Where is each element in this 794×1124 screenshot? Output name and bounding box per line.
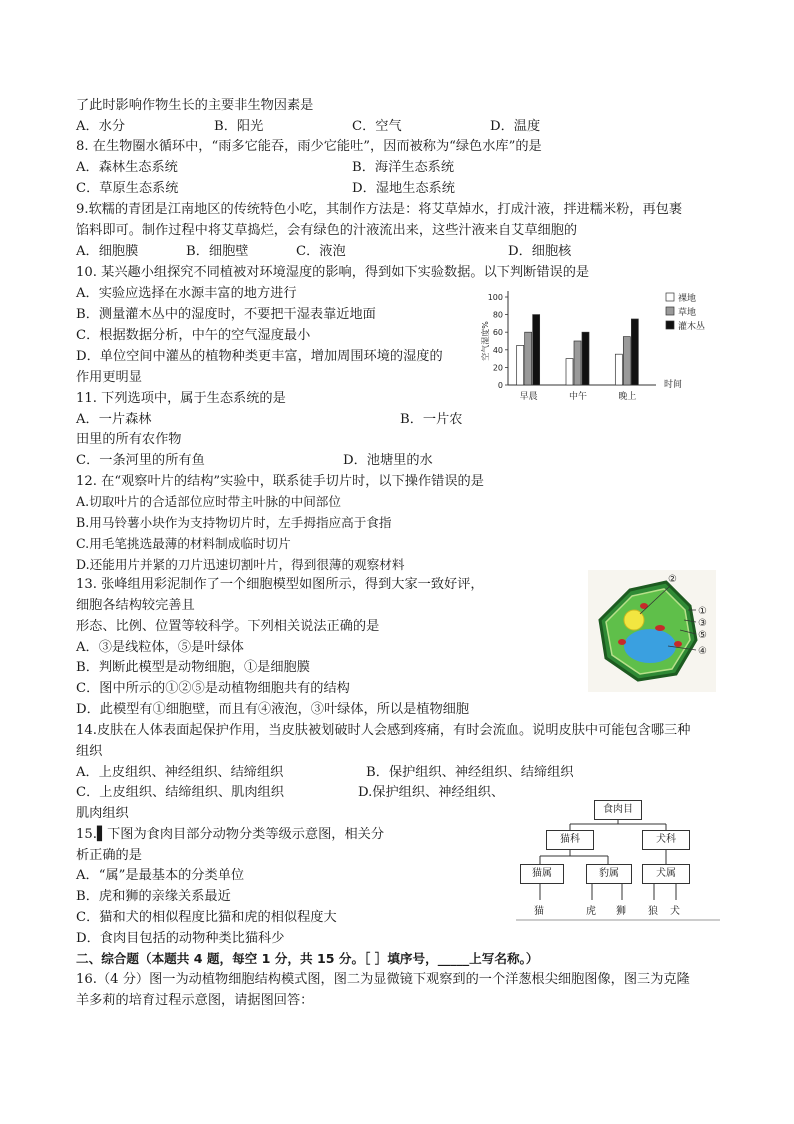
bar-晚上-草地: [623, 337, 630, 385]
y-tick-label-40: 40: [492, 345, 503, 355]
q12-stem: 12. 在“观察叶片的结构”实验中，联系徒手切片时，以下操作错误的是: [76, 474, 484, 489]
bar-早晨-灌木丛: [533, 315, 540, 385]
q11-option-c: C．一条河里的所有鱼: [76, 453, 205, 468]
q9-option-d: D．细胞核: [508, 244, 572, 259]
y-tick-label-60: 60: [492, 328, 503, 338]
q13-stem-line-2: 细胞各结构较完善且: [76, 598, 195, 613]
q15-option-c: C．猫和犬的相似程度比猫和虎的相似程度大: [76, 910, 337, 925]
cell-label-3: ③: [698, 618, 707, 629]
cell-label-1: ①: [698, 606, 707, 617]
cell-label-2: ②: [668, 574, 677, 585]
section-2-heading: 二、综合题（本题共 4 题，每空 1 分，共 15 分。［ ］填序号，_____上写名称。）: [76, 951, 539, 966]
q15-stem-line-2: 析正确的是: [76, 848, 142, 863]
humidity-bar-chart: [470, 285, 710, 405]
q14-option-c: C．上皮组织、结缔组织、肌肉组织: [76, 785, 284, 800]
q8-option-a: A．森林生态系统: [76, 160, 178, 175]
x-axis-label: 时间: [664, 380, 683, 390]
q13-option-d: D．此模型有①细胞壁，而且有④液泡，③叶绿体，所以是植物细胞: [76, 702, 470, 717]
q14-option-b: B．保护组织、神经组织、结缔组织: [366, 765, 574, 780]
q11-option-d: D．池塘里的水: [343, 453, 433, 468]
bar-早晨-草地: [525, 332, 532, 385]
q13-stem-line-1: 13. 张峰组用彩泥制作了一个细胞模型如图所示，得到大家一致好评，: [76, 577, 484, 592]
q9-stem-line-2: 馅料即可。制作过程中将艾草捣烂，会有绿色的汁液流出来，这些汁液来自艾草细胞的: [76, 223, 578, 238]
bar-早晨-裸地: [517, 345, 524, 385]
q7-stem-end: 了此时影响作物生长的主要非生物因素是: [76, 98, 314, 113]
x-tick-label-早晨: 早晨: [519, 392, 538, 402]
q7-option-d: D．温度: [490, 119, 541, 134]
chloroplast-shape: [655, 625, 665, 631]
q10-option-a: A．实验应选择在水源丰富的地方进行: [76, 286, 297, 301]
q11-stem: 11. 下列选项中，属于生态系统的是: [76, 391, 286, 406]
q13-option-a: A．③是线粒体，⑤是叶绿体: [76, 640, 244, 655]
q14-option-a: A．上皮组织、神经组织、结缔组织: [76, 765, 284, 780]
y-axis-label: 空气湿度%: [481, 321, 490, 361]
cell-model-figure: [588, 570, 716, 692]
bar-中午-裸地: [566, 359, 573, 385]
q12-option-a: A.切取叶片的合适部位应时带主叶脉的中间部位: [76, 494, 341, 509]
cell-label-5: ⑤: [698, 630, 707, 641]
q14-stem-line-2: 组织: [76, 744, 103, 759]
y-tick-label-20: 20: [492, 363, 503, 373]
q15-stem-line-1: 15.▌下图为食肉目部分动物分类等级示意图，相关分: [76, 827, 385, 842]
q9-option-c: C．液泡: [296, 244, 346, 259]
q11-option-b: B．一片农: [400, 412, 463, 427]
x-tick-label-晚上: 晚上: [618, 392, 637, 402]
q12-option-c: C.用毛笔挑选最薄的材料制成临时切片: [76, 536, 291, 551]
tree-genus-panthera-box: 豹属: [586, 864, 632, 884]
q8-option-b: B．海洋生态系统: [352, 160, 455, 175]
legend-swatch-灌木丛: [666, 321, 674, 329]
q13-option-b: B．判断此模型是动物细胞，①是细胞膜: [76, 660, 310, 675]
q10-option-d-cont: 作用更明显: [76, 370, 142, 385]
tree-species-lion: 狮: [616, 906, 626, 917]
q11-option-a: A．一片森林: [76, 412, 152, 427]
tree-family-cat-box: 猫科: [546, 830, 594, 850]
bar-中午-灌木丛: [582, 332, 589, 385]
q11-option-b-cont: 田里的所有农作物: [76, 432, 182, 447]
tree-genus-felis-box: 猫属: [520, 864, 564, 884]
q13-option-c: C．图中所示的①②⑤是动植物细胞共有的结构: [76, 681, 350, 696]
tree-species-wolf: 狼: [648, 906, 658, 917]
q10-stem: 10. 某兴趣小组探究不同植被对环境湿度的影响，得到如下实验数据。以下判断错误的是: [76, 265, 590, 280]
q15-option-a: A．“属”是最基本的分类单位: [76, 868, 245, 883]
tree-order-box: 食肉目: [594, 800, 642, 820]
tree-genus-canis-box: 犬属: [642, 864, 690, 884]
q8-option-d: D．湿地生态系统: [352, 181, 455, 196]
legend-label-裸地: 裸地: [678, 294, 697, 304]
q7-option-b: B．阳光: [214, 119, 264, 134]
legend-swatch-草地: [666, 307, 674, 315]
q10-option-c: C．根据数据分析，中午的空气湿度最小: [76, 328, 311, 343]
bar-中午-草地: [574, 341, 581, 385]
bar-晚上-灌木丛: [631, 319, 638, 385]
y-tick-label-80: 80: [492, 310, 503, 320]
q15-option-d: D．食肉目包括的动物种类比猫科少: [76, 931, 285, 946]
q12-option-b: B.用马铃薯小块作为支持物切片时，左手拇指应高于食指: [76, 515, 392, 530]
q16-stem-line-1: 16.（4 分）图一为动植物细胞结构模式图，图二为显微镜下观察到的一个洋葱根尖细胞图像，图三为克隆: [76, 972, 690, 987]
legend-label-草地: 草地: [678, 308, 697, 318]
tree-species-tiger: 虎: [586, 906, 596, 917]
q10-option-d: D．单位空间中灌丛的植物种类更丰富，增加周围环境的湿度的: [76, 349, 443, 364]
q7-option-a: A．水分: [76, 119, 126, 134]
y-tick-label-0: 0: [497, 381, 503, 390]
y-tick-label-100: 100: [487, 293, 503, 302]
q9-option-b: B．细胞壁: [186, 244, 249, 259]
q9-stem-line-1: 9.软糯的青团是江南地区的传统特色小吃，其制作方法是：将艾草焯水，打成汁液，拌进糯米粉，再包裹: [76, 202, 683, 217]
q14-option-d: D.保护组织、神经组织、: [358, 785, 505, 800]
tree-family-dog-box: 犬科: [642, 830, 690, 850]
bar-晚上-裸地: [615, 354, 622, 385]
taxonomy-tree-figure: [516, 792, 720, 922]
tree-species-cat: 猫: [534, 906, 544, 917]
q8-stem: 8. 在生物圈水循环中，“雨多它能吞，雨少它能吐”，因而被称为“绿色水库”的是: [76, 139, 542, 154]
q9-option-a: A．细胞膜: [76, 244, 139, 259]
q7-option-c: C．空气: [352, 119, 402, 134]
legend-swatch-裸地: [666, 293, 674, 301]
cell-label-4: ④: [698, 646, 707, 657]
x-tick-label-中午: 中午: [568, 392, 588, 402]
tree-species-dog: 犬: [670, 906, 680, 917]
q12-option-d: D.还能用片并紧的刀片迅速切割叶片，得到很薄的观察材料: [76, 557, 405, 572]
q14-stem-line-1: 14.皮肤在人体表面起保护作用，当皮肤被划破时人会感到疼痛，有时会流血。说明皮肤中可能包含哪三种: [76, 723, 691, 738]
q8-option-c: C．草原生态系统: [76, 181, 179, 196]
q14-option-d-cont: 肌肉组织: [76, 806, 129, 821]
q16-stem-line-2: 羊多莉的培育过程示意图，请据图回答：: [76, 993, 314, 1008]
q15-option-b: B．虎和狮的亲缘关系最近: [76, 889, 231, 904]
legend-label-灌木丛: 灌木丛: [678, 322, 706, 332]
q10-option-b: B．测量灌木丛中的湿度时，不要把干湿表靠近地面: [76, 307, 376, 322]
q13-stem-line-3: 形态、比例、位置等较科学。下列相关说法正确的是: [76, 619, 380, 634]
